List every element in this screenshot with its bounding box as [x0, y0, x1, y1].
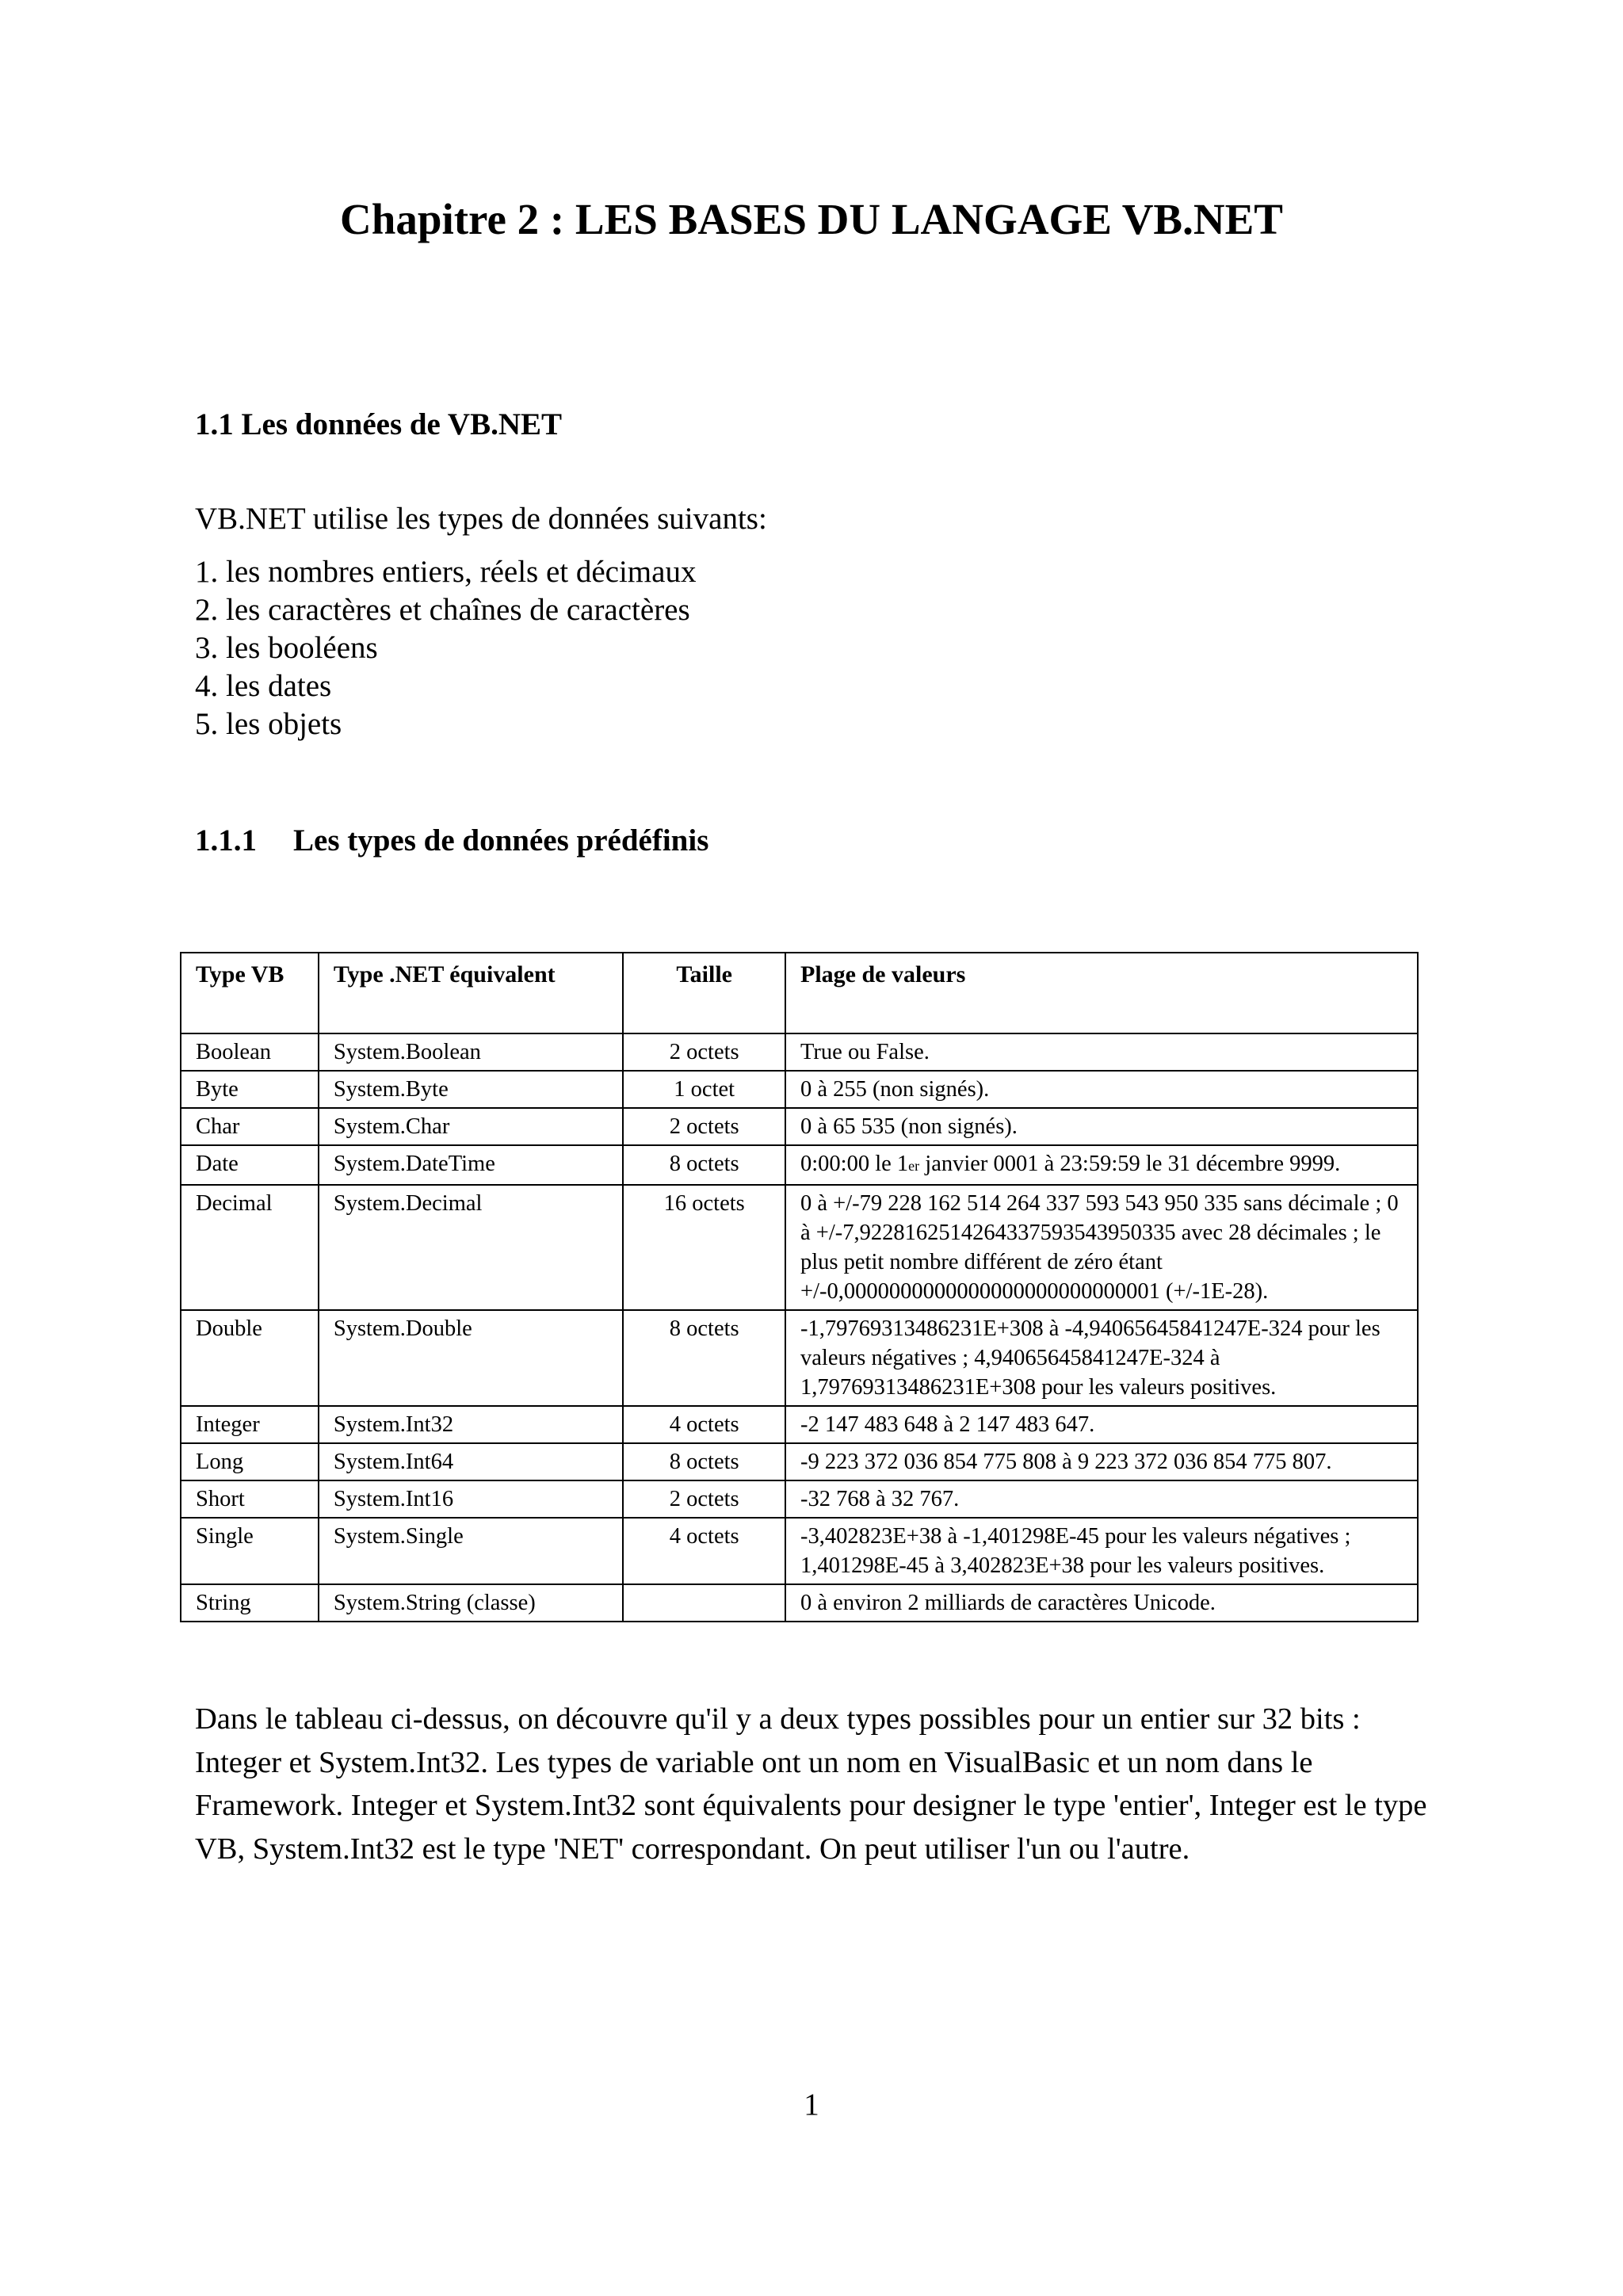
cell-type-vb: Decimal [181, 1185, 319, 1310]
cell-type-net: System.Boolean [319, 1033, 624, 1071]
header-type-vb: Type VB [181, 953, 319, 1033]
cell-size: 8 octets [623, 1310, 785, 1406]
table-row [181, 1033, 1418, 1071]
cell-type-vb: Integer [181, 1406, 319, 1443]
cell-range: -9 223 372 036 854 775 808 à 9 223 372 036 854 775 807. [785, 1443, 1418, 1480]
table-row [181, 1518, 1418, 1584]
data-types-table [180, 952, 1419, 1622]
cell-type-vb: Double [181, 1310, 319, 1406]
cell-range: 0 à 255 (non signés). [785, 1071, 1418, 1108]
cell-type-vb: Char [181, 1108, 319, 1145]
table-row [181, 1108, 1418, 1145]
list-item: 5. les objets [195, 707, 342, 741]
cell-range: -3,402823E+38 à -1,401298E-45 pour les valeurs négatives ; 1,401298E-45 à 3,402823E+38 pour les valeurs positives. [785, 1518, 1418, 1584]
table-header-row [181, 953, 1418, 1033]
cell-range: 0 à +/-79 228 162 514 264 337 593 543 950 335 sans décimale ; 0 à +/-7,9228162514264337593543950335 avec 28 décimales ; le plus petit nombre différent de zéro étant +/-0,0000000000000000000000000001 (+/-1E-28). [785, 1185, 1418, 1310]
cell-size: 2 octets [623, 1108, 785, 1145]
data-types-list [195, 553, 696, 743]
cell-type-net: System.Decimal [319, 1185, 624, 1310]
table-row [181, 1145, 1418, 1185]
intro-text: VB.NET utilise les types de données suivants: [195, 502, 767, 536]
cell-size: 2 octets [623, 1033, 785, 1071]
cell-size: 1 octet [623, 1071, 785, 1108]
table-row [181, 1406, 1418, 1443]
cell-type-net: System.String (classe) [319, 1584, 624, 1622]
table-row [181, 1071, 1418, 1108]
cell-size: 4 octets [623, 1406, 785, 1443]
cell-size: 2 octets [623, 1480, 785, 1518]
list-item: 3. les booléens [195, 631, 378, 665]
cell-type-vb: String [181, 1584, 319, 1622]
cell-type-vb: Long [181, 1443, 319, 1480]
header-range: Plage de valeurs [785, 953, 1418, 1033]
table-body [181, 1033, 1418, 1622]
list-item: 1. les nombres entiers, réels et décimaux [195, 555, 697, 589]
cell-range: -2 147 483 648 à 2 147 483 647. [785, 1406, 1418, 1443]
subsection-number: 1.1.1 [195, 823, 257, 858]
cell-type-net: System.Int16 [319, 1480, 624, 1518]
table-row [181, 1480, 1418, 1518]
list-item: 2. les caractères et chaînes de caractères [195, 593, 690, 627]
table-row [181, 1584, 1418, 1622]
page-title: Chapitre 2 : LES BASES DU LANGAGE VB.NET [340, 195, 1283, 243]
cell-size: 8 octets [623, 1443, 785, 1480]
cell-size: 4 octets [623, 1518, 785, 1584]
cell-type-net: System.Int32 [319, 1406, 624, 1443]
cell-range: True ou False. [785, 1033, 1418, 1071]
cell-size: 16 octets [623, 1185, 785, 1310]
header-size: Taille [623, 953, 785, 1033]
cell-range: 0 à 65 535 (non signés). [785, 1108, 1418, 1145]
cell-type-net: System.DateTime [319, 1145, 624, 1185]
list-item: 4. les dates [195, 669, 332, 703]
cell-range: -1,79769313486231E+308 à -4,94065645841247E-324 pour les valeurs négatives ; 4,94065645841247E-324 à 1,79769313486231E+308 pour les valeurs positives. [785, 1310, 1418, 1406]
cell-range: 0:00:00 le 1er janvier 0001 à 23:59:59 le 31 décembre 9999. [785, 1145, 1418, 1185]
cell-size [623, 1584, 785, 1622]
cell-type-vb: Single [181, 1518, 319, 1584]
cell-range: -32 768 à 32 767. [785, 1480, 1418, 1518]
cell-type-net: System.Int64 [319, 1443, 624, 1480]
cell-type-vb: Boolean [181, 1033, 319, 1071]
cell-type-vb: Date [181, 1145, 319, 1185]
section-heading: 1.1 Les données de VB.NET [195, 407, 563, 441]
cell-size: 8 octets [623, 1145, 785, 1185]
cell-type-vb: Short [181, 1480, 319, 1518]
cell-type-net: System.Single [319, 1518, 624, 1584]
page-number: 1 [804, 2088, 819, 2122]
cell-type-vb: Byte [181, 1071, 319, 1108]
header-type-net: Type .NET équivalent [319, 953, 624, 1033]
cell-type-net: System.Byte [319, 1071, 624, 1108]
table-row [181, 1310, 1418, 1406]
subsection-title: Les types de données prédéfinis [293, 823, 709, 858]
cell-range: 0 à environ 2 milliards de caractères Unicode. [785, 1584, 1418, 1622]
table-row [181, 1443, 1418, 1480]
cell-type-net: System.Char [319, 1108, 624, 1145]
subsection-heading [195, 820, 708, 861]
table-row [181, 1185, 1418, 1310]
cell-type-net: System.Double [319, 1310, 624, 1406]
explanation-paragraph: Dans le tableau ci-dessus, on découvre qu'il y a deux types possibles pour un entier sur 32 bits : Integer et System.Int32. Les types de variable ont un nom en VisualBasic et un nom dans le Framework. Integer et System.Int32 sont équivalents pour designer le type 'entier', Integer est le type VB, System.Int32 est le type 'NET' correspondant. On peut utiliser l'un ou l'autre. [195, 1702, 1427, 1866]
